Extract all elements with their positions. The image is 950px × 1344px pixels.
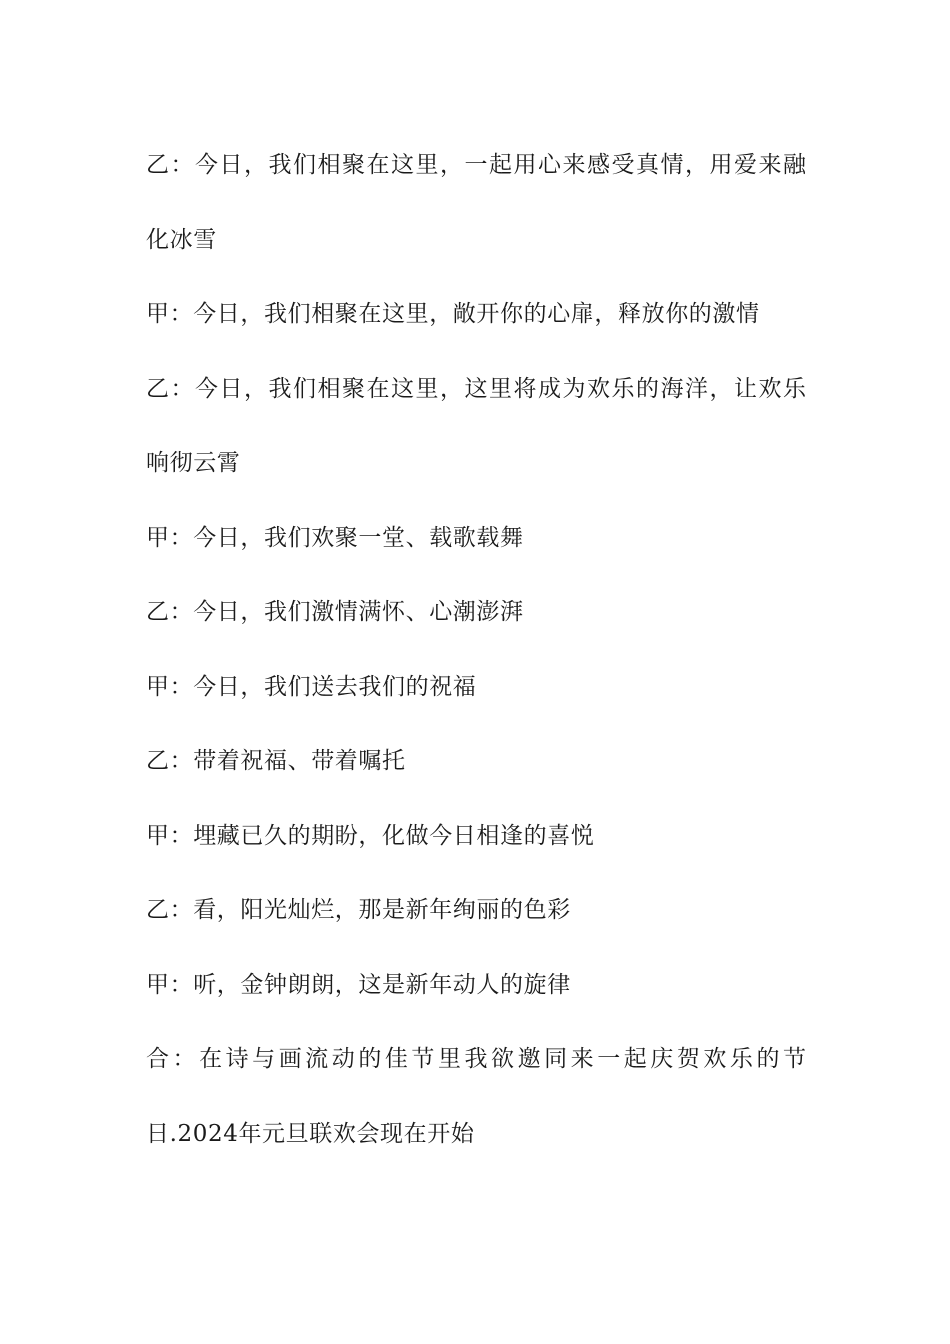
document-body: [146, 128, 806, 1171]
text-line-1: 乙：今日，我们相聚在这里，一起用心来感受真情，用爱来融: [146, 152, 806, 178]
text-line-13: 合：在诗与画流动的佳节里我欲邀同来一起庆贺欢乐的节: [146, 1046, 806, 1072]
text-line-2: 化冰雪: [146, 226, 217, 253]
text-line-5: 响彻云霄: [146, 450, 241, 476]
text-line-10: 甲：埋藏已久的期盼，化做今日相逢的喜悦: [146, 822, 595, 849]
text-line-14: 日.2024年元旦联欢会现在开始: [146, 1120, 475, 1147]
text-line-4: 乙：今日，我们相聚在这里，这里将成为欢乐的海洋，让欢乐: [146, 375, 806, 402]
text-line-3: 甲：今日，我们相聚在这里，敞开你的心扉，释放你的激情: [146, 301, 760, 327]
text-line-7: 乙：今日，我们激情满怀、心潮澎湃: [146, 599, 524, 625]
text-line-12: 甲：听，金钟朗朗，这是新年动人的旋律: [146, 971, 571, 998]
text-line-6: 甲：今日，我们欢聚一堂、载歌载舞: [146, 524, 524, 551]
text-line-9: 乙：带着祝福、带着嘱托: [146, 748, 406, 774]
text-line-11: 乙：看，阳光灿烂，那是新年绚丽的色彩: [146, 897, 571, 923]
text-line-8: 甲：今日，我们送去我们的祝福: [146, 673, 477, 700]
